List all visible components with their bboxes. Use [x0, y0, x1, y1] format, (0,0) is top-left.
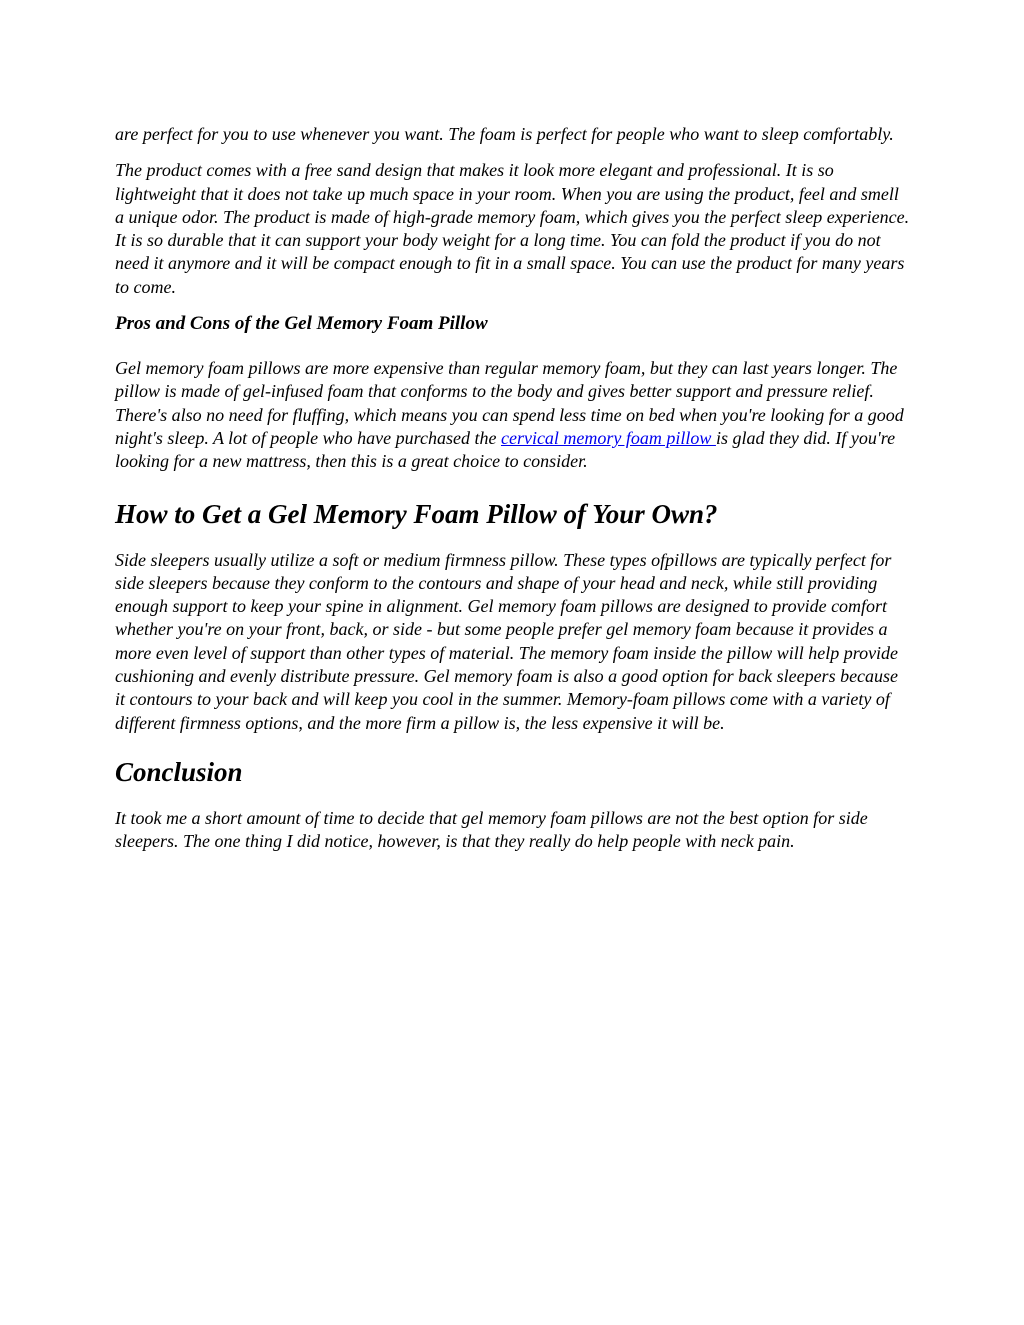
document-page: [115, 123, 910, 854]
paragraph-product: The product comes with a free sand design that makes it look more elegant and professional. It is so lightweight that it does not take up much space in your room. When you are using the product, feel and smell a unique odor. The product is made of high-grade memory foam, which gives you the perfect sleep experience. It is so durable that it can support your body weight for a long time. You can fold the product if you do not need it anymore and it will be compact enough to fit in a small space. You can use the product for many years to come.: [115, 160, 910, 297]
paragraph-conclusion: It took me a short amount of time to decide that gel memory foam pillows are not the best option for side sleepers. The one thing I did notice, however, is that they really do help people with neck pain.: [115, 807, 868, 852]
heading-conclusion: Conclusion: [115, 756, 243, 787]
paragraph-intro-tail: are perfect for you to use whenever you want. The foam is perfect for people who want to sleep comfortably.: [115, 124, 894, 144]
heading-pros-cons: Pros and Cons of the Gel Memory Foam Pillow: [115, 313, 488, 335]
heading-how-to: How to Get a Gel Memory Foam Pillow of Your Own?: [115, 498, 718, 529]
paragraph-pros-cons: [115, 357, 910, 473]
paragraph-how-to: Side sleepers usually utilize a soft or medium firmness pillow. These types ofpillows are typically perfect for side sleepers because they conform to the contours and shape of your head and neck, while still providing enough support to keep your spine in alignment. Gel memory foam pillows are designed to provide comfort whether you're on your front, back, or side - but some people prefer gel memory foam because it provides a more even level of support than other types of material. The memory foam inside the pillow will help provide cushioning and evenly distribute pressure. Gel memory foam is also a good option for back sleepers because it contours to your back and will keep you cool in the summer. Memory-foam pillows come with a variety of different firmness options, and the more firm a pillow is, the less expensive it will be.: [115, 549, 899, 733]
paragraph-pros-cons-text-before-link: Gel memory foam pillows are more expensive than regular memory foam, but they can last years longer. The pillow is made of gel-infused foam that conforms to the body and gives better support and pressure relief. There's also no need for fluffing, which means you can spend less time on bed when you're looking for a good night's sleep. A lot of people who have purchased the: [115, 358, 904, 448]
paragraph-pros-cons-text-after-link: is glad they did. If you're looking for a new mattress, then this is a great choice to consider.: [115, 427, 896, 472]
cervical-memory-foam-pillow-link[interactable]: cervical memory foam pillow: [500, 427, 716, 448]
